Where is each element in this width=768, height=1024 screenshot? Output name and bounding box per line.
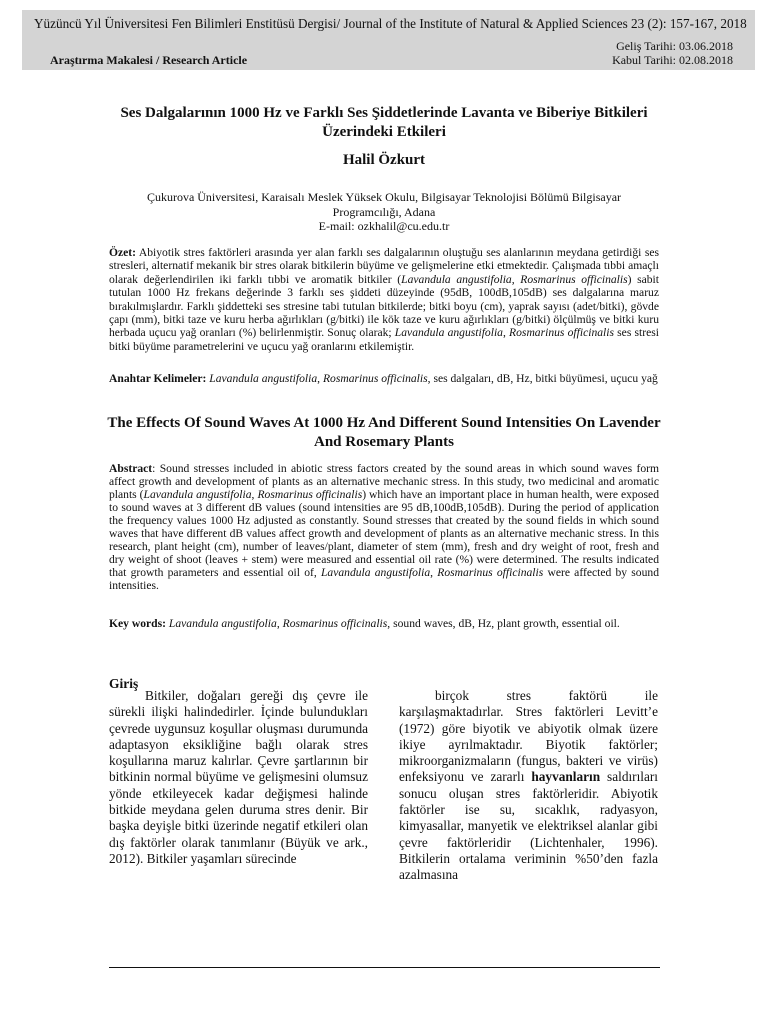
keywords-turkish [109, 372, 659, 385]
keywords-tr-text: , ses dalgaları, dB, Hz, bitki büyümesi, uçucu yağ [427, 372, 658, 385]
author-affiliation [120, 190, 648, 234]
author-name: Halil Özkurt [342, 152, 426, 168]
journal-citation: Yüzüncü Yıl Üniversitesi Fen Bilimleri Enstitüsü Dergisi/ Journal of the Institute of Natural & Applied Sciences 23 (2): 157-167, 2018 [34, 16, 747, 31]
footer-rule [109, 967, 660, 968]
abstract-en-text: : Sound stresses included in abiotic stress factors created by the sound areas in which sound waves form affect growth and development of plants as an alternative mechanic stress. In this study, two medicinal and aromatic plants ( [109, 462, 659, 501]
keywords-en-text: , sound waves, dB, Hz, plant growth, essential oil. [387, 617, 620, 630]
abstract-en-label: Abstract [109, 462, 153, 475]
abstract-tr-text: Abiyotik stres faktörleri arasında yer alan farklı ses dalgalarının oluştuğu ses alanlarının meydana getirdiği ses stresleri, alternatif mekanik bir stres olarak bitkilerin büyüme ve gelişmelerine etki etmektedir. Çalışmada tıbbi amaçlı olarak değerlendirilen iki farklı tıbbi ve aromatik bitkiler ( [109, 246, 659, 286]
received-date: Geliş Tarihi: 03.06.2018 [616, 39, 733, 53]
intro-text: saldırıları sonucu oluşan stres faktörleridir. Abiyotik faktörler ise su, sıcaklık, radyasyon, kimyasallar, manyetik ve elektriksel alanlar gibi çevre faktörleridir (Lichtenhaler, 1996). Bitkilerin ortalama veriminin %50’den fazla azalmasına [399, 769, 659, 883]
abstract-tr-label: Özet: [109, 246, 137, 259]
species-name: Lavandula angustifolia [320, 565, 431, 579]
keyword-separator: , [317, 372, 323, 385]
species-name: Lavandula angustifolia [394, 326, 503, 340]
affiliation-line-1: Çukurova Üniversitesi, Karaisalı Meslek Yüksek Okulu, Bilgisayar Teknolojisi Bölümü Bilgisayar [146, 190, 622, 204]
abstract-tr-text: , [502, 326, 510, 340]
title-english: The Effects Of Sound Waves At 1000 Hz And Different Sound Intensities On Lavender And Rosemary Plants [107, 415, 661, 450]
abstract-english [109, 463, 659, 593]
section-heading-intro: Giriş [109, 676, 139, 691]
intro-text: Bitkiler, doğaları gereği dış çevre ile sürekli ilişki halindedirler. İçinde bulundukları çevrede uygunsuz koşullar oluşması durumunda adaptasyon eksikliğine bağlı olarak stres koşullarına maruz kalırlar. Çevre şartlarının bir bitkinin normal büyüme ve gelişmesini olumsuz yönde etkileyecek kadar değişmesi halinde bitkide meydana gelen duruma stres denir. Bir başka deyişle bitki üzerinde negatif etkileri olan dış faktörler olarak tanımlanır (Büyük ve ark., 2012). Bitkiler yaşamları sürecinde [109, 688, 368, 866]
species-name: Rosmarinus officinalis [322, 372, 428, 385]
intro-bold-text: hayvanların [531, 769, 601, 785]
species-name: Rosmarinus officinalis [509, 326, 614, 340]
species-name: Lavandula angustifolia, Rosmarinus officinalis [401, 272, 628, 286]
title-turkish: Ses Dalgalarının 1000 Hz ve Farklı Ses Şiddetlerinde Lavanta ve Biberiye Bitkileri Üzerindeki Etkileri [120, 105, 648, 140]
species-name: Rosmarinus officinalis [437, 565, 544, 579]
abstract-en-text: , [430, 565, 438, 579]
species-name: Lavandula angustifolia [209, 372, 318, 385]
article-dates [612, 39, 733, 67]
article-type: Araştırma Makalesi / Research Article [50, 53, 248, 67]
intro-column-left [109, 688, 368, 867]
author-email[interactable]: E-mail: ozkhalil@cu.edu.tr [318, 219, 450, 233]
keywords-en-label: Key words: [109, 617, 166, 630]
journal-header [22, 10, 755, 70]
species-name: Lavandula angustifolia [168, 617, 277, 630]
accepted-date: Kabul Tarihi: 02.08.2018 [612, 53, 733, 67]
species-name: Rosmarinus officinalis [257, 487, 363, 501]
abstract-turkish [109, 246, 659, 353]
intro-text: birçok stres faktörü ile karşılaşmaktadırlar. Stres faktörleri Levitt’e (1972) göre biyotik ve abiyotik olmak üzere ikiye ayrılmaktadır. Biyotik faktörler; mikroorganizmaların (fungus, bakteri ve virüs) enfeksiyonu ve zararlı [399, 688, 658, 785]
intro-column-right [399, 688, 658, 884]
keywords-tr-label: Anahtar Kelimeler: [109, 372, 207, 385]
abstract-en-text: , [251, 487, 258, 501]
affiliation-line-2: Programcılığı, Adana [332, 204, 436, 219]
species-name: Lavandula angustifolia [143, 487, 252, 501]
abstract-en-text: ) which have an important place in human health, were exposed to sound waves at 3 different dB values (sound intensities are 95 dB,100dB,105dB). During the period of application the frequency values 1000 Hz adjusted as constantly. Sound stresses that created by the sound fields in which sound waves that have different dB values affect growth and development of plants as an alternative mechanic stress. In this research, plant height (cm), number of leaves/plant, diameter of stem (mm), fresh and dry weight of root, fresh and dry weight of shoot (leaves + stem) were measured and essential oil rate (%) were determined. The results indicated that growth parameters and essential oil of, [109, 487, 659, 579]
keyword-separator: , [276, 617, 283, 630]
abstract-en-text: were affected by sound intensities. [109, 565, 659, 592]
species-name: Rosmarinus officinalis [282, 617, 388, 630]
abstract-tr-text: ) sabit tutulan 1000 Hz frekans değerinde 3 farklı ses şiddeti düzeyinde (95dB, 100dB,105dB) ses dalgalarına maruz bırakılmışlardır. Farklı şiddetteki ses stresine tabi tutulan bitkilerde; bitki boyu (cm), yaprak sayısı (adet/bitki), gövde çapı (mm), bitki taze ve kuru herba ağırlıkları (g/bitki) ile kök taze ve kuru ağırlıkları (g/bitki) ölçülmüş ve bitki kuru herbada uçucu yağ oranları (%) belirlenmiştir. Sonuç olarak; [109, 272, 659, 340]
abstract-tr-text: ses stresi bitki büyüme parametrelerini ve uçucu yağ oranlarını etkilemiştir. [109, 326, 659, 353]
keywords-english [109, 617, 659, 631]
